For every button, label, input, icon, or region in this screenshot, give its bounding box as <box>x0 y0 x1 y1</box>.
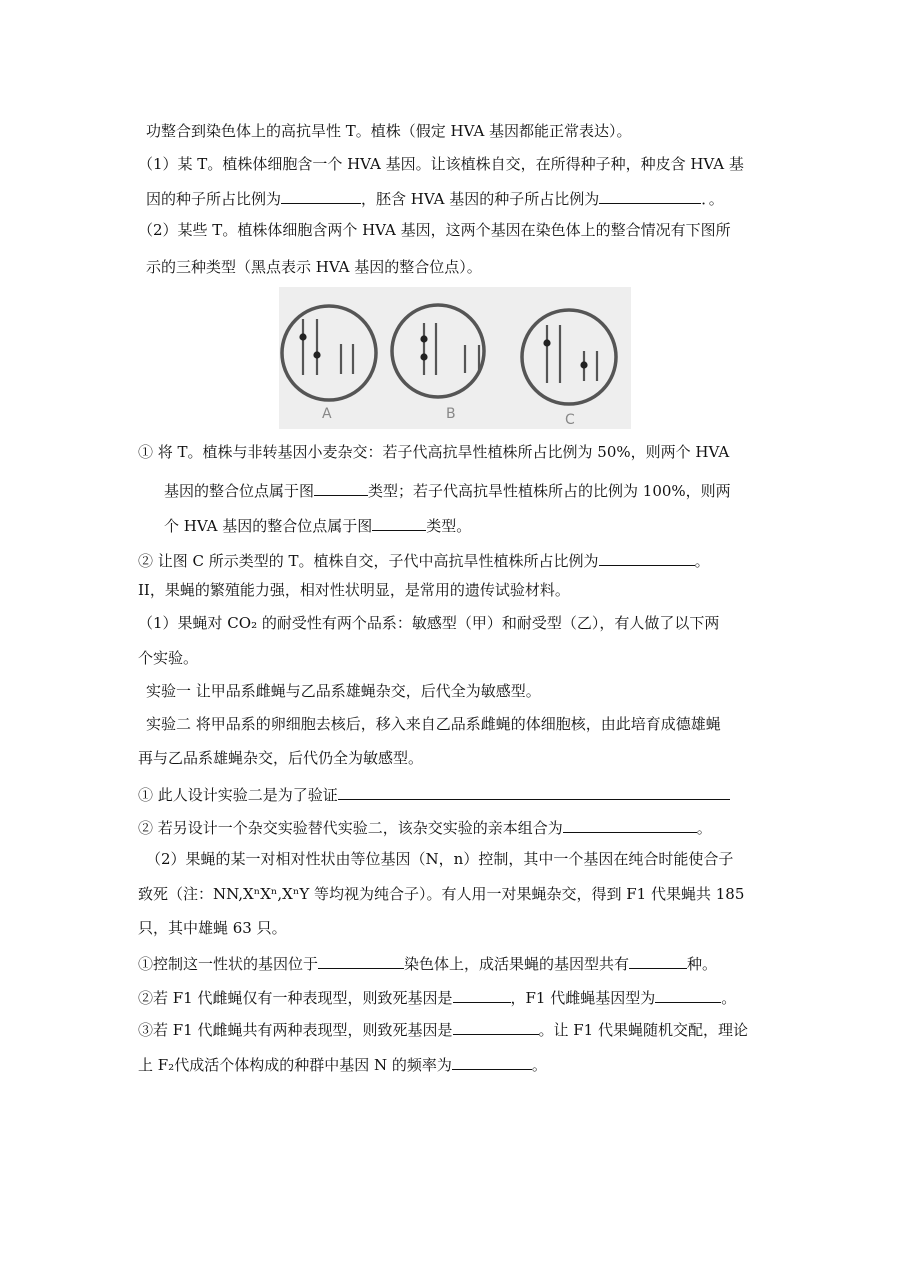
text-run: （2）果蝇的某一对相对性状由等位基因（N，n）控制，其中一个基因在纯合时能使合子 <box>146 850 734 868</box>
text-run: 类型。 <box>426 517 472 535</box>
text-line-8 <box>164 514 471 536</box>
text-run: 实验二 将甲品系的卵细胞去核后，移入来自乙品系雌蝇的体细胞核，由此培育成德雄蝇 <box>146 715 721 733</box>
text-run: 类型；若子代高抗旱性植株所占的比例为 100%，则两 <box>368 482 731 500</box>
answer-blank <box>453 986 511 1003</box>
text-line-17 <box>138 816 712 838</box>
cell-a-outline <box>282 306 376 400</box>
answer-blank <box>338 783 730 800</box>
text-line-2 <box>138 154 744 174</box>
hva-site-dot <box>313 351 320 358</box>
text-line-21 <box>138 952 717 974</box>
text-line-14 <box>146 714 721 734</box>
cell-b-outline <box>392 305 484 397</box>
answer-blank <box>314 479 368 496</box>
text-line-15 <box>138 748 423 768</box>
text-run: 。 <box>721 989 737 1007</box>
text-run: II，果蝇的繁殖能力强，相对性状明显，是常用的遗传试验材料。 <box>138 581 570 599</box>
chromosome-diagram <box>279 287 631 429</box>
text-line-23 <box>138 1018 748 1040</box>
text-run: 。 <box>696 819 712 837</box>
text-run: 示的三种类型（黑点表示 HVA 基因的整合位点）。 <box>146 258 482 276</box>
text-run: （2）某些 T。植株体细胞含两个 HVA 基因，这两个基因在染色体上的整合情况有下图所 <box>138 221 731 239</box>
text-run: 。 <box>531 1056 547 1074</box>
text-run: 实验一 让甲品系雌蝇与乙品系雄蝇杂交，后代全为敏感型。 <box>146 682 541 700</box>
text-line-22 <box>138 986 736 1008</box>
figure-label-b: B <box>446 406 456 422</box>
cell-c <box>522 310 616 404</box>
text-run: 染色体上，成活果蝇的基因型共有 <box>404 955 630 973</box>
text-run: 基因的整合位点属于图 <box>164 482 315 500</box>
text-line-19 <box>138 884 744 904</box>
text-run: 种。 <box>687 955 718 973</box>
answer-blank <box>452 1053 532 1070</box>
answer-blank <box>453 1018 539 1035</box>
text-line-18 <box>146 849 733 869</box>
text-run: ．。 <box>701 190 724 208</box>
hva-site-dot <box>420 335 427 342</box>
text-run: ，F1 代雌蝇基因型为 <box>510 989 656 1007</box>
cell-a <box>282 306 376 400</box>
answer-blank <box>563 816 697 833</box>
text-line-24 <box>138 1053 547 1075</box>
figure-label-c: C <box>565 412 575 428</box>
answer-blank <box>655 986 721 1003</box>
hva-site-dot <box>420 353 427 360</box>
answer-blank <box>372 514 426 531</box>
answer-blank <box>629 952 687 969</box>
text-run: ① 将 T。植株与非转基因小麦杂交：若子代高抗旱性植株所占比例为 50%，则两个 HVA <box>138 443 730 461</box>
hva-site-dot <box>543 339 550 346</box>
text-line-20 <box>138 918 287 938</box>
text-run: 个 HVA 基因的整合位点属于图 <box>164 517 373 535</box>
text-run: 功整合到染色体上的高抗旱性 T。植株（假定 HVA 基因都能正常表达）。 <box>146 122 632 140</box>
cell-b <box>392 305 484 397</box>
text-run: ①控制这一性状的基因位于 <box>138 955 319 973</box>
text-line-6 <box>138 442 729 462</box>
text-run: 。 <box>694 552 710 570</box>
text-run: 。让 F1 代果蝇随机交配，理论 <box>538 1021 748 1039</box>
text-line-11 <box>138 613 719 633</box>
text-line-10 <box>138 580 570 600</box>
cell-c-outline <box>522 310 616 404</box>
text-line-1 <box>146 121 632 141</box>
text-run: ② 若另设计一个杂交实验替代实验二，该杂交实验的亲本组合为 <box>138 819 563 837</box>
hva-site-dot <box>299 333 306 340</box>
answer-blank <box>318 952 404 969</box>
text-run: ，胚含 HVA 基因的种子所占比例为 <box>361 190 600 208</box>
text-line-13 <box>146 681 541 701</box>
text-run: ① 此人设计实验二是为了验证 <box>138 786 338 804</box>
text-line-12 <box>138 648 198 668</box>
text-run: 只，其中雄蝇 63 只。 <box>138 919 287 937</box>
text-run: 致死（注：NN,XⁿXⁿ,XⁿY 等均视为纯合子）。有人用一对果蝇杂交，得到 F1 代果蝇共 185 <box>138 885 745 903</box>
text-run: （1）果蝇对 CO₂ 的耐受性有两个品系：敏感型（甲）和耐受型（乙），有人做了以下两 <box>138 614 720 632</box>
text-line-3 <box>146 187 724 209</box>
text-run: 再与乙品系雄蝇杂交，后代仍全为敏感型。 <box>138 749 424 767</box>
text-line-16 <box>138 783 730 805</box>
text-line-5 <box>146 257 482 277</box>
text-run: 个实验。 <box>138 649 199 667</box>
text-run: 上 F₂代成活个体构成的种群中基因 N 的频率为 <box>138 1056 452 1074</box>
text-run: 因的种子所占比例为 <box>146 190 282 208</box>
text-run: ②若 F1 代雌蝇仅有一种表现型，则致死基因是 <box>138 989 453 1007</box>
answer-blank <box>281 187 361 204</box>
answer-blank <box>599 549 695 566</box>
figure-label-a: A <box>322 406 332 422</box>
text-run: ② 让图 C 所示类型的 T。植株自交，子代中高抗旱性植株所占比例为 <box>138 552 599 570</box>
answer-blank <box>599 187 701 204</box>
text-run: ③若 F1 代雌蝇共有两种表现型，则致死基因是 <box>138 1021 453 1039</box>
text-line-7 <box>164 479 731 501</box>
text-run: （1）某 T。植株体细胞含一个 HVA 基因。让该植株自交，在所得种子种，种皮含 HVA 基 <box>138 155 744 173</box>
chromosome-figure <box>279 287 631 429</box>
hva-site-dot <box>580 361 587 368</box>
text-line-4 <box>138 220 731 240</box>
text-line-9 <box>138 549 710 571</box>
